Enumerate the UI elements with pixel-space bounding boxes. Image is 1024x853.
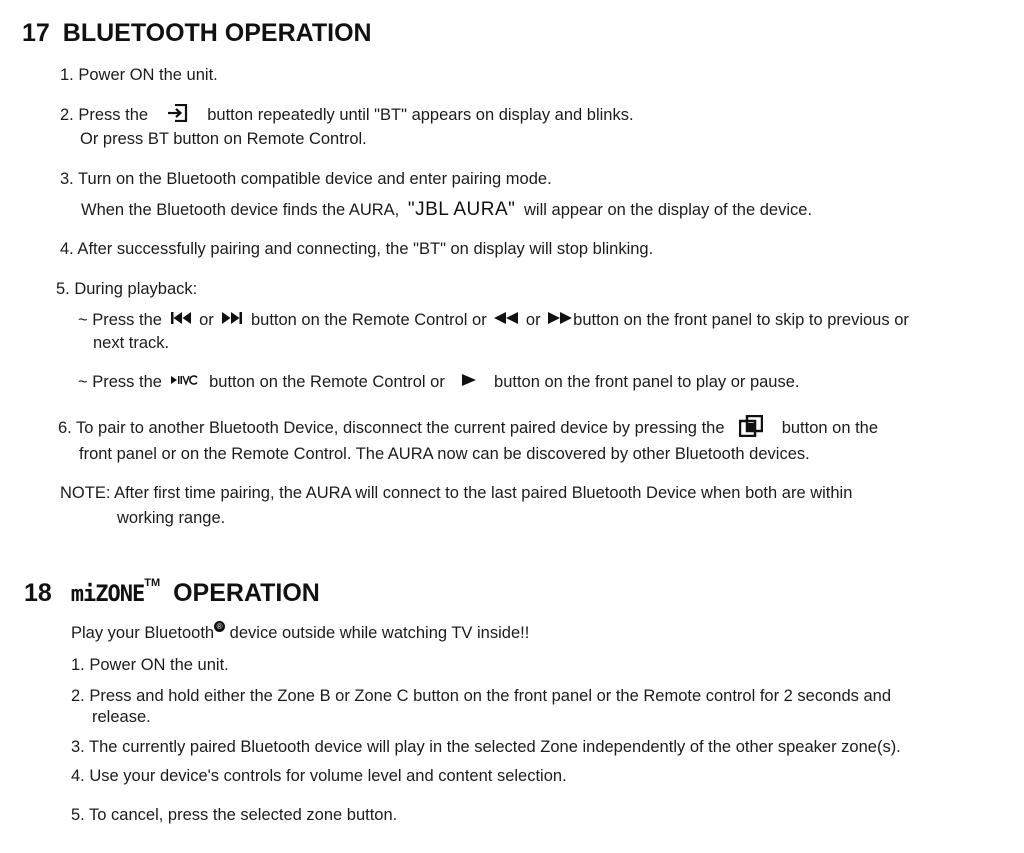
step-3-text-post: will appear on the display of the device. xyxy=(524,201,813,219)
skip-text-1: ~ Press the xyxy=(78,311,162,329)
zone-step-1: 1. Power ON the unit. xyxy=(71,656,229,674)
step-6-line-1 xyxy=(58,415,878,442)
play-text-2: button on the Remote Control or xyxy=(209,373,445,391)
play-text-1: ~ Press the xyxy=(78,373,162,391)
step-4: 4. After successfully pairing and connecting, the "BT" on display will stop blinking. xyxy=(60,240,654,258)
zone-step-2-line-2: release. xyxy=(92,708,151,726)
previous-track-icon xyxy=(170,311,192,330)
intro-text-post: device outside while watching TV inside!! xyxy=(225,624,530,642)
trademark-mark: TM xyxy=(144,577,161,589)
fast-forward-icon xyxy=(547,311,573,330)
step-5: 5. During playback: xyxy=(56,280,198,298)
step-1: 1. Power ON the unit. xyxy=(60,66,218,84)
next-track-icon xyxy=(221,311,243,330)
zone-step-4: 4. Use your device's controls for volume level and content selection. xyxy=(71,767,567,785)
section-title: OPERATION xyxy=(173,579,320,607)
section-number: 17 xyxy=(22,19,50,47)
zone-step-3: 3. The currently paired Bluetooth device will play in the selected Zone independently of the other speaker zone(s). xyxy=(71,738,901,756)
step-5-skip-line-1 xyxy=(78,311,909,330)
bluetooth-pair-button-icon xyxy=(739,415,763,442)
section-title: BLUETOOTH OPERATION xyxy=(62,19,372,47)
step-3-line-2 xyxy=(81,199,812,221)
skip-text-or-2: or xyxy=(525,311,541,329)
play-icon xyxy=(461,373,477,392)
step-5-play-line xyxy=(78,373,800,392)
step-3-line-1: 3. Turn on the Bluetooth compatible device and enter pairing mode. xyxy=(60,170,552,188)
step-3-text-pre: When the Bluetooth device finds the AURA, xyxy=(81,201,400,219)
section-17-heading xyxy=(22,19,372,48)
section-18-heading xyxy=(24,579,320,608)
note-line-2: working range. xyxy=(117,509,226,527)
note-line-1: NOTE: After first time pairing, the AURA will connect to the last paired Bluetooth Device when both are within xyxy=(60,484,853,502)
play-pause-icon xyxy=(170,373,202,392)
device-name: "JBL AURA" xyxy=(407,199,516,220)
skip-text-3: button on the front panel to skip to previous or xyxy=(573,311,909,329)
section-number: 18 xyxy=(24,579,52,607)
play-text-3: button on the front panel to play or pause. xyxy=(494,373,800,391)
step-2-text-pre: 2. Press the xyxy=(60,105,149,124)
bluetooth-registered-icon: ® xyxy=(214,621,225,632)
intro-line xyxy=(71,624,529,643)
rewind-icon xyxy=(493,311,519,330)
mizone-logo: miZONE xyxy=(70,582,145,607)
zone-step-5: 5. To cancel, press the selected zone button. xyxy=(71,806,398,824)
skip-text-or-1: or xyxy=(199,311,214,329)
step-6-text-pre: 6. To pair to another Bluetooth Device, disconnect the current paired device by pressing the xyxy=(58,418,725,437)
step-6-text-post: button on the xyxy=(781,418,879,437)
skip-text-2: button on the Remote Control or xyxy=(250,311,487,329)
source-input-icon xyxy=(167,104,189,127)
step-2-text-post: button repeatedly until "BT" appears on display and blinks. xyxy=(207,105,634,124)
zone-step-2-line-1: 2. Press and hold either the Zone B or Zone C button on the front panel or the Remote control for 2 seconds and xyxy=(71,687,891,705)
step-5-skip-line-2: next track. xyxy=(93,334,170,352)
step-2-line-1 xyxy=(60,104,634,127)
intro-text-pre: Play your Bluetooth xyxy=(71,624,215,642)
step-6-line-2: front panel or on the Remote Control. The AURA now can be discovered by other Bluetooth devices. xyxy=(79,445,810,463)
step-2-line-2: Or press BT button on Remote Control. xyxy=(80,130,367,148)
